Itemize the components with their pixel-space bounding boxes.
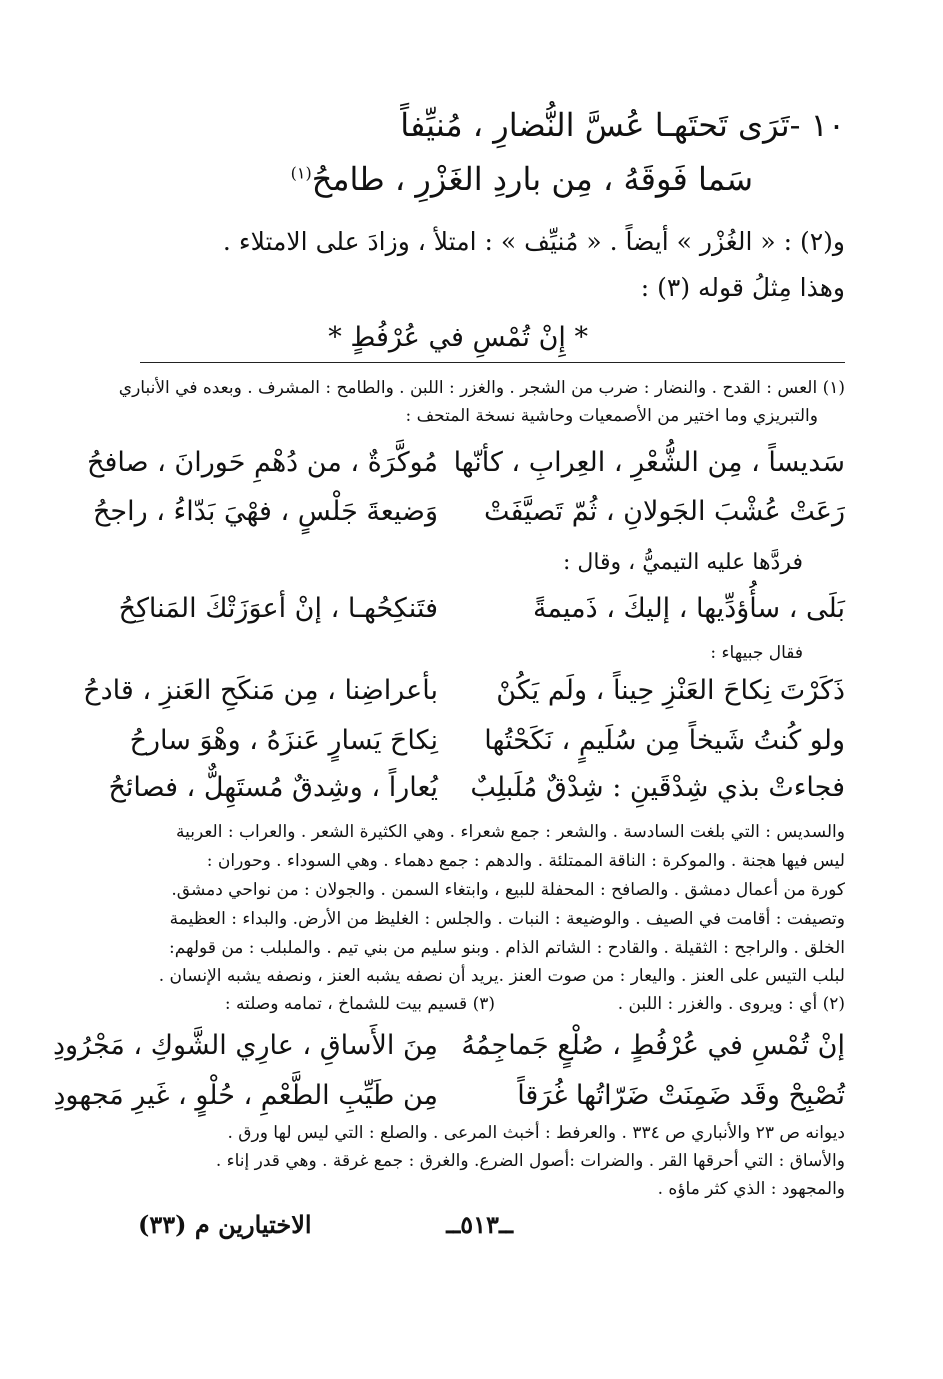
verse-right: بَلَى ، سأُؤدِّيها ، إليكَ ، ذَميمةً [532,593,845,624]
verse-right: رَعَتْ عُشْبَ الجَولانِ ، ثُمّ تَصيَّفَتْ [483,496,845,527]
gloss-line: ديوانه ص ٢٣ والأنباري ص ٣٣٤ . والعرفط : أخبث المرعى . والصلع : التي ليس لها ورق . [227,1123,845,1143]
gloss-line: والأساق : التي أحرقها القر . والضرات :أصول الضرع. والغرق : جمع غرقة . وهي قدر إناء . [215,1151,845,1171]
page-number: ــ٥١٣ــ [446,1210,513,1239]
gloss-line: الخلق . والراجح : الثقيلة . والقادح : الشاتم الذام . وبنو سليم من بني تيم . والملبلب : من قولهم: [168,938,845,958]
narration-line: فردَّها عليه التيميُّ ، وقال : [562,550,803,575]
verse-right: تُصْبِحْ وقَد ضَمِنَتْ ضَرّاتُها غُرَقاً [517,1080,845,1111]
verse-10-second-hemistich [291,160,753,198]
verse-right: فجاءتْ بذي شِدْقَينِ : شِدْقٌ مُلَبلِبٌ [470,772,845,803]
verse-10-first-hemistich: ١٠ -تَرَى تَحتَهـا عُسَّ النُّضارِ ، مُنيِّفاً [400,106,845,144]
verse-left: بأعراضِنا ، مِن مَنكَحِ العَنزِ ، قادحُ [83,675,438,706]
verse-right: ذَكَرْتَ نِكاحَ العَنْزِ حِيناً ، ولَم يَكُنْ [496,675,845,706]
verse-left: يُعاراً ، وشِدقٌ مُستَهِلٌّ ، فصائحُ [108,772,438,803]
commentary-line: و(٢) : « الغُزْر » أيضاً . « مُنيِّف » : امتلأ ، وزادَ على الامتلاء . [222,227,845,256]
quoted-hemistich: * إِنْ تُمْسِ في عُرْفُطٍ * [328,322,588,353]
verse-left: نِكاحَ يَسارٍ عَنزَهُ ، وهْوَ سارحُ [129,725,438,756]
gloss-line: وتصيفت : أقامت في الصيف . والوضيعة : النبات . والجلس : الغليظ من الأرض. والبداء : العظيمة [169,909,845,929]
verse-right: إنْ تُمْسِ في عُرْفُطٍ ، صُلْعٍ جَماجِمُهُ [461,1030,845,1061]
gloss-line: والمجهود : الذي كثر ماؤه . [657,1179,845,1199]
footnote-ref-1: (١) [290,163,312,183]
verse-left: وَضيعةَ جَلْسٍ ، فهْيَ بَدّاءُ ، راجحُ [93,496,438,527]
footnote-1-line-2: والتبريزي وما اختير من الأصمعيات وحاشية نسخة المتحف : [405,406,818,426]
footnote-3: (٣) قسيم بيت للشماخ ، تمامه وصلته : [224,994,495,1014]
verse-10-second-hemistich-text: سَما فَوقَهُ ، مِن باردِ الغَزْرِ ، طامحُ [311,160,753,198]
gloss-line: لبلب التيس على العنز . واليعار : من صوت العنز .يريد أن نصفه يشبه العنز ، ونصفه يشبه الإنسان . [158,966,845,986]
gloss-line: والسديس : التي بلغت السادسة . والشعر : جمع شعراء . وهي الكثيرة الشعر . والعراب : العربية [176,822,845,842]
footnote-2: (٢) أي : ويروى . والغزر : اللبن . [617,994,845,1014]
verse-left: مُوكَّرَةٌ ، من دُهْمِ حَورانَ ، صافحُ [87,447,438,478]
narration-line-2: فقال جبيهاء : [710,643,803,663]
gloss-line: ليس فيها هجنة . والموكرة : الناقة الممتلئة . والدهم : جمع دهماء . وهي السوداء . وحوران : [206,851,845,871]
verse-left: مِن طَيِّبِ الطَّعْمِ ، حُلْوٍ ، غَيرِ مَجهودِ [53,1080,438,1111]
footnote-1-line-1: (١) العس : القدح . والنضار : ضرب من الشجر . والغزر : اللبن . والطامح : المشرف . وبعده في الأنباري [118,378,845,398]
commentary-line-2: وهذا مِثلُ قوله (٣) : [640,273,845,302]
gloss-line: كورة من أعمال دمشق . والصافح : المحفلة للبيع ، وابتغاء السمن . والجولان : من نواحي دمشق. [171,880,845,900]
verse-left: مِنَ الأَساقِ ، عارِي الشَّوكِ ، مَجْرُودِ [52,1030,438,1061]
signature-mark: الاختيارين م (٣٣) [138,1210,312,1239]
footnote-divider [140,362,845,363]
verse-right: سَديساً ، مِن الشُّعْرِ ، العِرابِ ، كأنّها [453,447,845,478]
verse-left: فتَنكِحُهـا ، إنْ أعوَزَتْكَ المَناكِحُ [118,593,438,624]
verse-right: ولو كُنتُ شَيخاً مِن سُلَيمٍ ، نَكَحْتُها [484,725,845,756]
